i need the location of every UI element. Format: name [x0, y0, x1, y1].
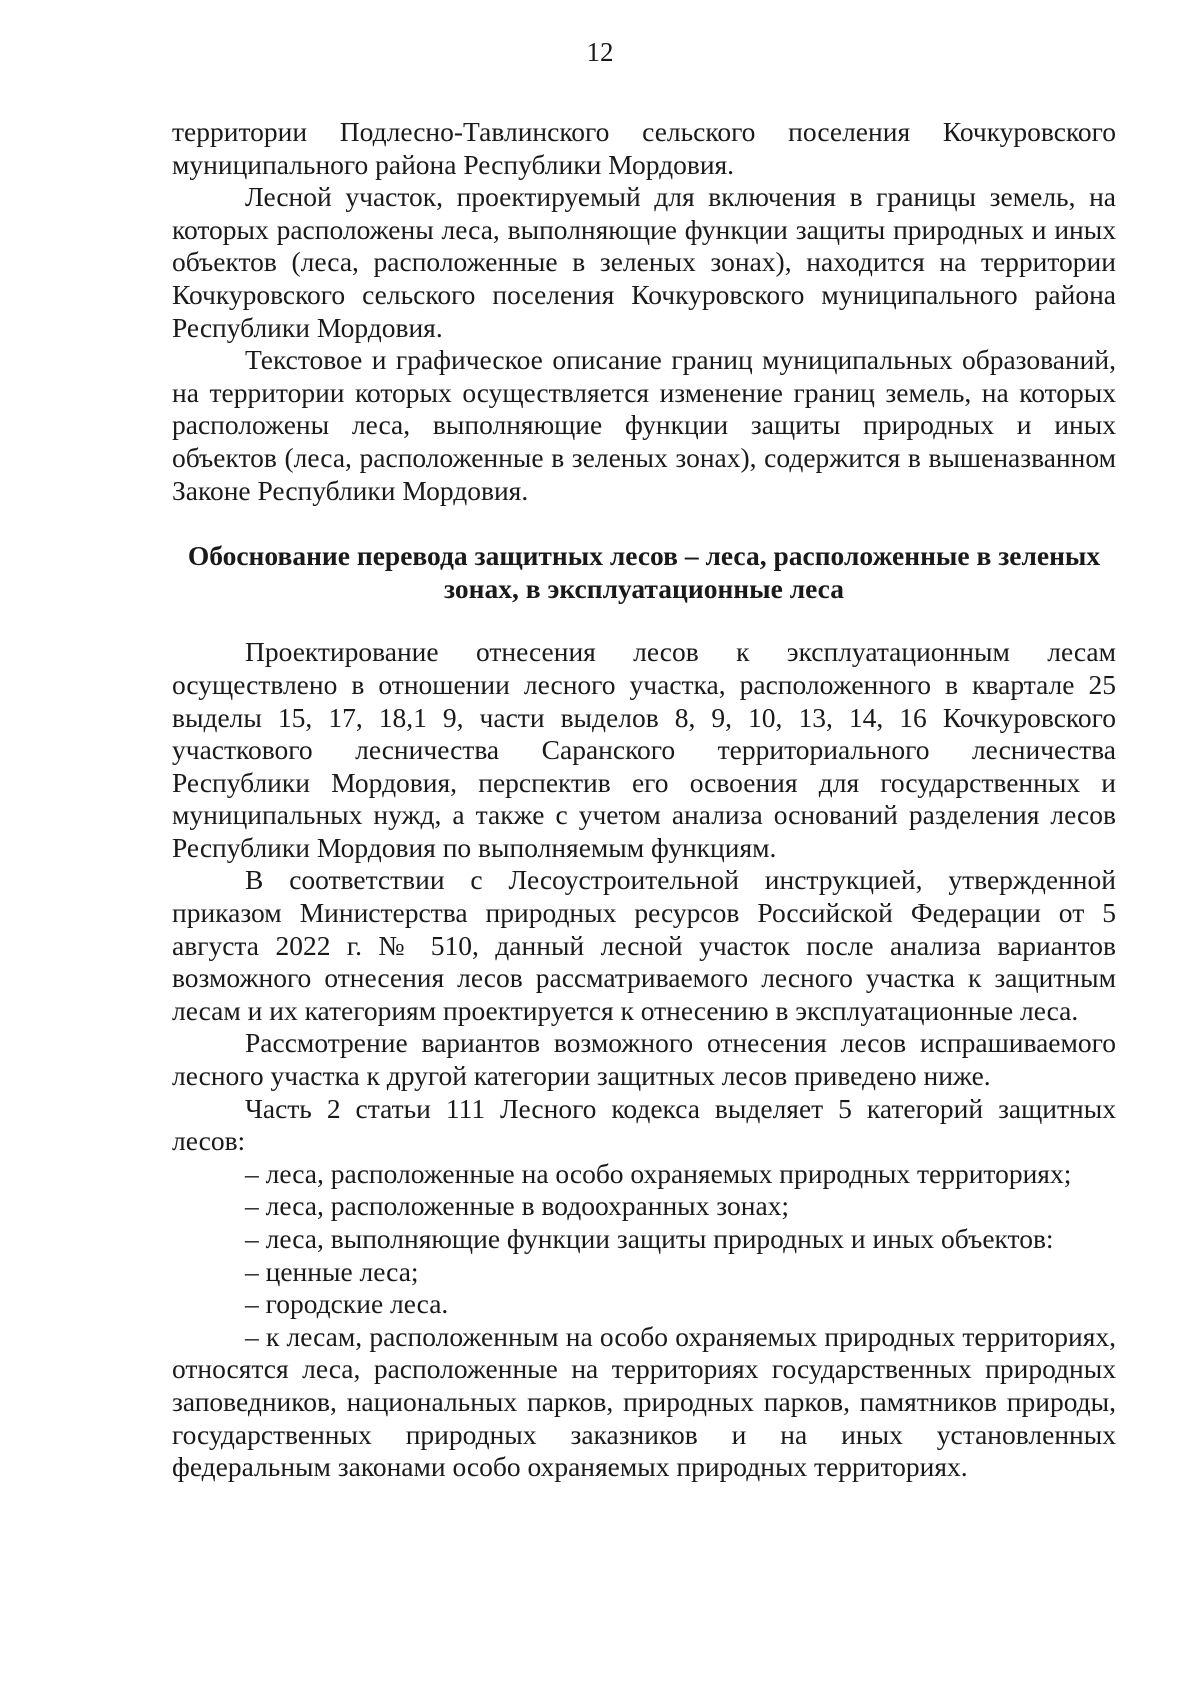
- paragraph-continuation: территории Подлесно-Тавлинского сельского поселения Кочкуровского муниципального района Республики Мордовия.: [172, 116, 1116, 180]
- list-item: – ценные леса;: [245, 1255, 419, 1287]
- section-heading: Обоснование перевода защитных лесов – леса, расположенные в зеленых зонах, в эксплуатационные леса: [187, 540, 1101, 604]
- page-number: 12: [586, 37, 614, 67]
- document-body: [172, 116, 1116, 1484]
- list-item: – леса, расположенные на особо охраняемых природных территориях;: [245, 1157, 1072, 1189]
- paragraph-protected-territories: – к лесам, расположенным на особо охраняемых природных территориях, относятся леса, расположенные на территориях государственных природных заповедников, национальных парков, природных парков, памятников природы, государственных природных заказников и на иных установленных федеральным законами особо охраняемых природных территориях.: [172, 1320, 1116, 1483]
- paragraph-options: Рассмотрение вариантов возможного отнесения лесов испрашиваемого лесного участка к другой категории защитных лесов приведено ниже.: [172, 1027, 1116, 1092]
- list-item: – леса, выполняющие функции защиты природных и иных объектов:: [245, 1223, 1054, 1254]
- paragraph-boundary-description: Текстовое и графическое описание границ муниципальных образований, на территории которых осуществляется изменение границ земель, на которых расположены леса, выполняющие функции защиты природных и иных объектов (леса, расположенные в зеленых зонах), содержится в вышеназванном Законе Республики Мордовия.: [172, 344, 1116, 506]
- paragraph-instruction: В соответствии с Лесоустроительной инструкцией, утвержденной приказом Министерства природных ресурсов Российской Федерации от 5 августа 2022 г. № 510, данный лесной участок после анализа вариантов возможного отнесения лесов рассматриваемого лесного участка к защитным лесам и их категориям проектируется к отнесению в эксплуатационные леса.: [172, 864, 1116, 1026]
- list-item: – леса, расположенные в водоохранных зонах;: [245, 1190, 790, 1222]
- paragraph-forest-plot: Лесной участок, проектируемый для включения в границы земель, на которых расположены леса, выполняющие функции защиты природных и иных объектов (леса, расположенные в зеленых зонах), находится на территории Кочкуровского сельского поселения Кочкуровского муниципального района Республики Мордовия.: [172, 181, 1116, 343]
- paragraph-design: Проектирование отнесения лесов к эксплуатационным лесам осуществлено в отношении лесного участка, расположенного в квартале 25 выделы 15, 17, 18,1 9, части выделов 8, 9, 10, 13, 14, 16 Кочкуровского участкового лесничества Саранского территориального лесничества Республики Мордовия, перспектив его освоения для государственных и муниципальных нужд, а также с учетом анализа оснований разделения лесов Республики Мордовия по выполняемым функциям.: [172, 636, 1116, 863]
- paragraph-categories: Часть 2 статьи 111 Лесного кодекса выделяет 5 категорий защитных лесов:: [172, 1092, 1116, 1157]
- list-item: – городские леса.: [245, 1288, 449, 1320]
